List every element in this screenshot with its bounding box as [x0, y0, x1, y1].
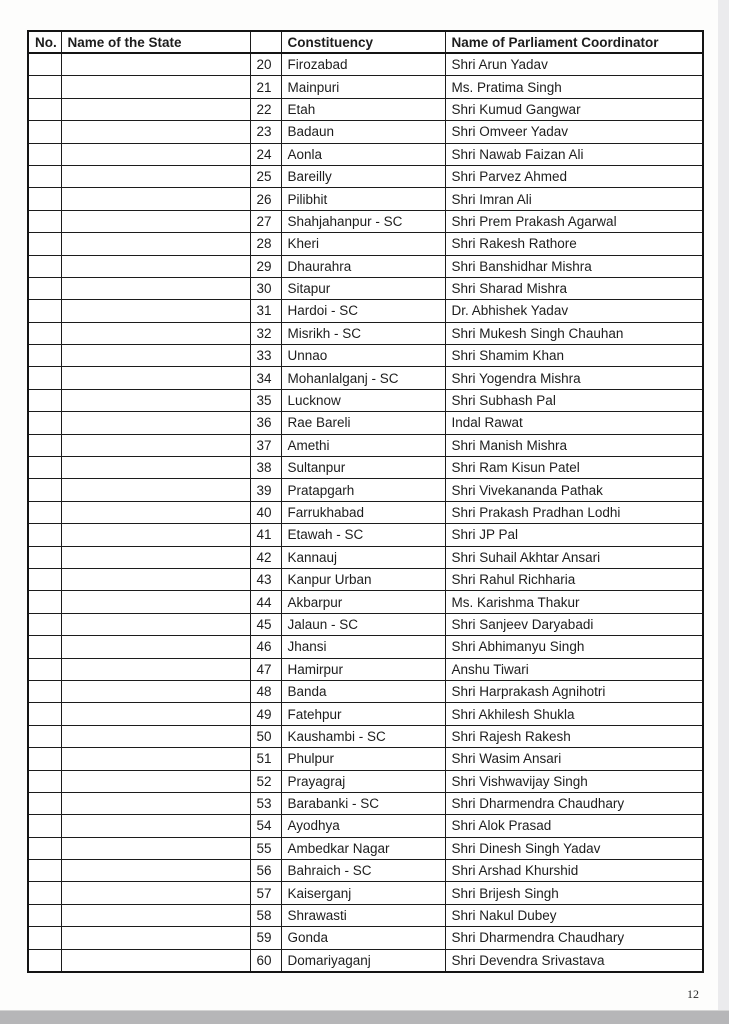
constituency-cell: Etah: [281, 98, 445, 120]
constituency-cell: Prayagraj: [281, 770, 445, 792]
no-cell: [28, 255, 61, 277]
coordinator-cell: Shri Prem Prakash Agarwal: [445, 210, 703, 232]
coordinator-cell: Shri Parvez Ahmed: [445, 165, 703, 187]
no-cell: [28, 837, 61, 859]
table-row: [28, 636, 703, 658]
coordinator-cell: Shri Sanjeev Daryabadi: [445, 613, 703, 635]
no-cell: [28, 479, 61, 501]
constituency-cell: Kanpur Urban: [281, 568, 445, 590]
serial-cell: 42: [250, 546, 281, 568]
page-edge-bottom: [0, 1010, 729, 1024]
state-cell: [61, 188, 250, 210]
serial-cell: 22: [250, 98, 281, 120]
state-cell: [61, 882, 250, 904]
table-row: [28, 76, 703, 98]
constituency-cell: Barabanki - SC: [281, 792, 445, 814]
no-cell: [28, 636, 61, 658]
serial-cell: 55: [250, 837, 281, 859]
coordinator-cell: Shri Omveer Yadav: [445, 121, 703, 143]
state-cell: [61, 76, 250, 98]
constituency-cell: Misrikh - SC: [281, 322, 445, 344]
table-row: [28, 680, 703, 702]
constituency-cell: Etawah - SC: [281, 524, 445, 546]
state-cell: [61, 613, 250, 635]
serial-cell: 20: [250, 53, 281, 76]
serial-cell: 29: [250, 255, 281, 277]
constituency-cell: Kaushambi - SC: [281, 725, 445, 747]
coordinator-cell: Shri Dharmendra Chaudhary: [445, 792, 703, 814]
no-cell: [28, 792, 61, 814]
serial-cell: 36: [250, 412, 281, 434]
table-row: [28, 815, 703, 837]
constituency-cell: Kaiserganj: [281, 882, 445, 904]
serial-cell: 49: [250, 703, 281, 725]
state-cell: [61, 860, 250, 882]
constituency-cell: Rae Bareli: [281, 412, 445, 434]
coordinator-cell: Shri Rahul Richharia: [445, 568, 703, 590]
state-cell: [61, 546, 250, 568]
coordinator-cell: Shri Shamim Khan: [445, 345, 703, 367]
header-coordinator: Name of Parliament Coordinator: [445, 31, 703, 53]
coordinator-cell: Shri Alok Prasad: [445, 815, 703, 837]
no-cell: [28, 725, 61, 747]
coordinator-cell: Shri Mukesh Singh Chauhan: [445, 322, 703, 344]
coordinator-cell: Shri Kumud Gangwar: [445, 98, 703, 120]
state-cell: [61, 98, 250, 120]
no-cell: [28, 613, 61, 635]
no-cell: [28, 165, 61, 187]
state-cell: [61, 658, 250, 680]
state-cell: [61, 479, 250, 501]
table-row: [28, 568, 703, 590]
constituency-cell: Kannauj: [281, 546, 445, 568]
table-row: [28, 322, 703, 344]
state-cell: [61, 277, 250, 299]
coordinator-cell: Shri Wasim Ansari: [445, 748, 703, 770]
constituency-cell: Amethi: [281, 434, 445, 456]
no-cell: [28, 76, 61, 98]
coordinator-cell: Shri Vishwavijay Singh: [445, 770, 703, 792]
no-cell: [28, 860, 61, 882]
serial-cell: 25: [250, 165, 281, 187]
serial-cell: 24: [250, 143, 281, 165]
coordinator-cell: Shri Nawab Faizan Ali: [445, 143, 703, 165]
no-cell: [28, 389, 61, 411]
constituency-cell: Banda: [281, 680, 445, 702]
no-cell: [28, 546, 61, 568]
page-number: 12: [687, 987, 699, 1001]
no-cell: [28, 770, 61, 792]
constituency-cell: Ambedkar Nagar: [281, 837, 445, 859]
constituency-cell: Sitapur: [281, 277, 445, 299]
coordinator-cell: Shri Nakul Dubey: [445, 904, 703, 926]
header-serial: [250, 31, 281, 53]
coordinator-cell: Dr. Abhishek Yadav: [445, 300, 703, 322]
constituency-cell: Gonda: [281, 927, 445, 949]
serial-cell: 51: [250, 748, 281, 770]
coordinator-cell: Shri Abhimanyu Singh: [445, 636, 703, 658]
coordinator-cell: Shri Sharad Mishra: [445, 277, 703, 299]
constituency-cell: Pratapgarh: [281, 479, 445, 501]
table-body: [28, 53, 703, 972]
state-cell: [61, 703, 250, 725]
coordinator-cell: Shri Dinesh Singh Yadav: [445, 837, 703, 859]
table-row: [28, 904, 703, 926]
serial-cell: 34: [250, 367, 281, 389]
constituency-cell: Mohanlalganj - SC: [281, 367, 445, 389]
serial-cell: 21: [250, 76, 281, 98]
coordinator-cell: Shri Ram Kisun Patel: [445, 457, 703, 479]
serial-cell: 27: [250, 210, 281, 232]
no-cell: [28, 568, 61, 590]
table-row: [28, 658, 703, 680]
header-constituency: Constituency: [281, 31, 445, 53]
no-cell: [28, 188, 61, 210]
no-cell: [28, 748, 61, 770]
state-cell: [61, 725, 250, 747]
table-header-row: [28, 31, 703, 53]
coordinator-cell: Shri Banshidhar Mishra: [445, 255, 703, 277]
table-row: [28, 233, 703, 255]
table-row: [28, 770, 703, 792]
table-row: [28, 98, 703, 120]
coordinator-cell: Shri Devendra Srivastava: [445, 949, 703, 972]
serial-cell: 57: [250, 882, 281, 904]
coordinator-cell: Shri Arshad Khurshid: [445, 860, 703, 882]
state-cell: [61, 255, 250, 277]
coordinator-cell: Shri Suhail Akhtar Ansari: [445, 546, 703, 568]
table-row: [28, 300, 703, 322]
serial-cell: 38: [250, 457, 281, 479]
coordinator-cell: Shri Manish Mishra: [445, 434, 703, 456]
state-cell: [61, 837, 250, 859]
state-cell: [61, 501, 250, 523]
table-row: [28, 345, 703, 367]
table-row: [28, 389, 703, 411]
state-cell: [61, 524, 250, 546]
table-row: [28, 188, 703, 210]
coordinator-cell: Shri Yogendra Mishra: [445, 367, 703, 389]
constituency-cell: Kheri: [281, 233, 445, 255]
serial-cell: 54: [250, 815, 281, 837]
table-row: [28, 837, 703, 859]
no-cell: [28, 277, 61, 299]
serial-cell: 32: [250, 322, 281, 344]
coordinator-cell: Indal Rawat: [445, 412, 703, 434]
serial-cell: 26: [250, 188, 281, 210]
no-cell: [28, 904, 61, 926]
state-cell: [61, 591, 250, 613]
serial-cell: 45: [250, 613, 281, 635]
serial-cell: 47: [250, 658, 281, 680]
state-cell: [61, 367, 250, 389]
coordinator-cell: Shri Harprakash Agnihotri: [445, 680, 703, 702]
no-cell: [28, 658, 61, 680]
serial-cell: 53: [250, 792, 281, 814]
serial-cell: 33: [250, 345, 281, 367]
constituency-cell: Phulpur: [281, 748, 445, 770]
table-row: [28, 748, 703, 770]
no-cell: [28, 210, 61, 232]
constituency-cell: Sultanpur: [281, 457, 445, 479]
header-state: Name of the State: [61, 31, 250, 53]
serial-cell: 28: [250, 233, 281, 255]
serial-cell: 30: [250, 277, 281, 299]
coordinator-cell: Shri Dharmendra Chaudhary: [445, 927, 703, 949]
table-row: [28, 524, 703, 546]
coordinator-cell: Shri Rajesh Rakesh: [445, 725, 703, 747]
table-row: [28, 501, 703, 523]
constituency-cell: Fatehpur: [281, 703, 445, 725]
state-cell: [61, 412, 250, 434]
table-row: [28, 277, 703, 299]
state-cell: [61, 300, 250, 322]
no-cell: [28, 524, 61, 546]
serial-cell: 60: [250, 949, 281, 972]
serial-cell: 31: [250, 300, 281, 322]
constituency-cell: Shahjahanpur - SC: [281, 210, 445, 232]
table-row: [28, 434, 703, 456]
serial-cell: 41: [250, 524, 281, 546]
table-row: [28, 457, 703, 479]
state-cell: [61, 434, 250, 456]
serial-cell: 39: [250, 479, 281, 501]
table-row: [28, 479, 703, 501]
table-row: [28, 725, 703, 747]
state-cell: [61, 457, 250, 479]
constituency-cell: Jalaun - SC: [281, 613, 445, 635]
no-cell: [28, 322, 61, 344]
table-row: [28, 613, 703, 635]
serial-cell: 50: [250, 725, 281, 747]
coordinator-cell: Ms. Pratima Singh: [445, 76, 703, 98]
serial-cell: 59: [250, 927, 281, 949]
constituency-cell: Firozabad: [281, 53, 445, 76]
constituency-cell: Lucknow: [281, 389, 445, 411]
no-cell: [28, 680, 61, 702]
constituency-cell: Dhaurahra: [281, 255, 445, 277]
serial-cell: 48: [250, 680, 281, 702]
no-cell: [28, 300, 61, 322]
no-cell: [28, 501, 61, 523]
state-cell: [61, 770, 250, 792]
serial-cell: 23: [250, 121, 281, 143]
state-cell: [61, 345, 250, 367]
state-cell: [61, 792, 250, 814]
no-cell: [28, 367, 61, 389]
state-cell: [61, 904, 250, 926]
coordinator-cell: Shri Prakash Pradhan Lodhi: [445, 501, 703, 523]
state-cell: [61, 636, 250, 658]
table-row: [28, 949, 703, 972]
no-cell: [28, 591, 61, 613]
constituency-cell: Bahraich - SC: [281, 860, 445, 882]
serial-cell: 58: [250, 904, 281, 926]
state-cell: [61, 815, 250, 837]
state-cell: [61, 210, 250, 232]
serial-cell: 35: [250, 389, 281, 411]
no-cell: [28, 434, 61, 456]
no-cell: [28, 233, 61, 255]
page-edge-right: [718, 0, 729, 1024]
table-row: [28, 792, 703, 814]
state-cell: [61, 949, 250, 972]
no-cell: [28, 949, 61, 972]
state-cell: [61, 233, 250, 255]
no-cell: [28, 457, 61, 479]
serial-cell: 56: [250, 860, 281, 882]
no-cell: [28, 412, 61, 434]
table-row: [28, 367, 703, 389]
constituency-cell: Pilibhit: [281, 188, 445, 210]
table-row: [28, 412, 703, 434]
table-row: [28, 255, 703, 277]
serial-cell: 46: [250, 636, 281, 658]
state-cell: [61, 121, 250, 143]
constituency-cell: Mainpuri: [281, 76, 445, 98]
serial-cell: 40: [250, 501, 281, 523]
constituency-cell: Domariyaganj: [281, 949, 445, 972]
parliament-coordinator-table: [27, 30, 704, 973]
state-cell: [61, 680, 250, 702]
coordinator-cell: Shri Subhash Pal: [445, 389, 703, 411]
serial-cell: 52: [250, 770, 281, 792]
table-row: [28, 703, 703, 725]
state-cell: [61, 568, 250, 590]
state-cell: [61, 322, 250, 344]
constituency-cell: Hardoi - SC: [281, 300, 445, 322]
serial-cell: 44: [250, 591, 281, 613]
coordinator-cell: Shri Rakesh Rathore: [445, 233, 703, 255]
coordinator-cell: Shri Vivekananda Pathak: [445, 479, 703, 501]
table-row: [28, 860, 703, 882]
coordinator-cell: Shri Akhilesh Shukla: [445, 703, 703, 725]
table-row: [28, 591, 703, 613]
state-cell: [61, 389, 250, 411]
state-cell: [61, 927, 250, 949]
table-row: [28, 927, 703, 949]
serial-cell: 43: [250, 568, 281, 590]
serial-cell: 37: [250, 434, 281, 456]
no-cell: [28, 882, 61, 904]
no-cell: [28, 815, 61, 837]
header-no: No.: [28, 31, 61, 53]
constituency-cell: Bareilly: [281, 165, 445, 187]
state-cell: [61, 143, 250, 165]
no-cell: [28, 143, 61, 165]
coordinator-cell: Anshu Tiwari: [445, 658, 703, 680]
constituency-cell: Badaun: [281, 121, 445, 143]
constituency-cell: Aonla: [281, 143, 445, 165]
constituency-cell: Hamirpur: [281, 658, 445, 680]
constituency-cell: Farrukhabad: [281, 501, 445, 523]
no-cell: [28, 345, 61, 367]
coordinator-cell: Shri Arun Yadav: [445, 53, 703, 76]
constituency-cell: Shrawasti: [281, 904, 445, 926]
table-row: [28, 143, 703, 165]
constituency-cell: Akbarpur: [281, 591, 445, 613]
table-row: [28, 210, 703, 232]
state-cell: [61, 53, 250, 76]
no-cell: [28, 927, 61, 949]
state-cell: [61, 748, 250, 770]
coordinator-cell: Shri Brijesh Singh: [445, 882, 703, 904]
table-row: [28, 165, 703, 187]
coordinator-cell: Ms. Karishma Thakur: [445, 591, 703, 613]
no-cell: [28, 98, 61, 120]
table-header: [28, 31, 703, 53]
coordinator-cell: Shri Imran Ali: [445, 188, 703, 210]
no-cell: [28, 121, 61, 143]
state-cell: [61, 165, 250, 187]
constituency-cell: Jhansi: [281, 636, 445, 658]
table-row: [28, 882, 703, 904]
no-cell: [28, 53, 61, 76]
constituency-cell: Unnao: [281, 345, 445, 367]
table-row: [28, 53, 703, 76]
coordinator-cell: Shri JP Pal: [445, 524, 703, 546]
constituency-cell: Ayodhya: [281, 815, 445, 837]
table-row: [28, 121, 703, 143]
no-cell: [28, 703, 61, 725]
table-row: [28, 546, 703, 568]
